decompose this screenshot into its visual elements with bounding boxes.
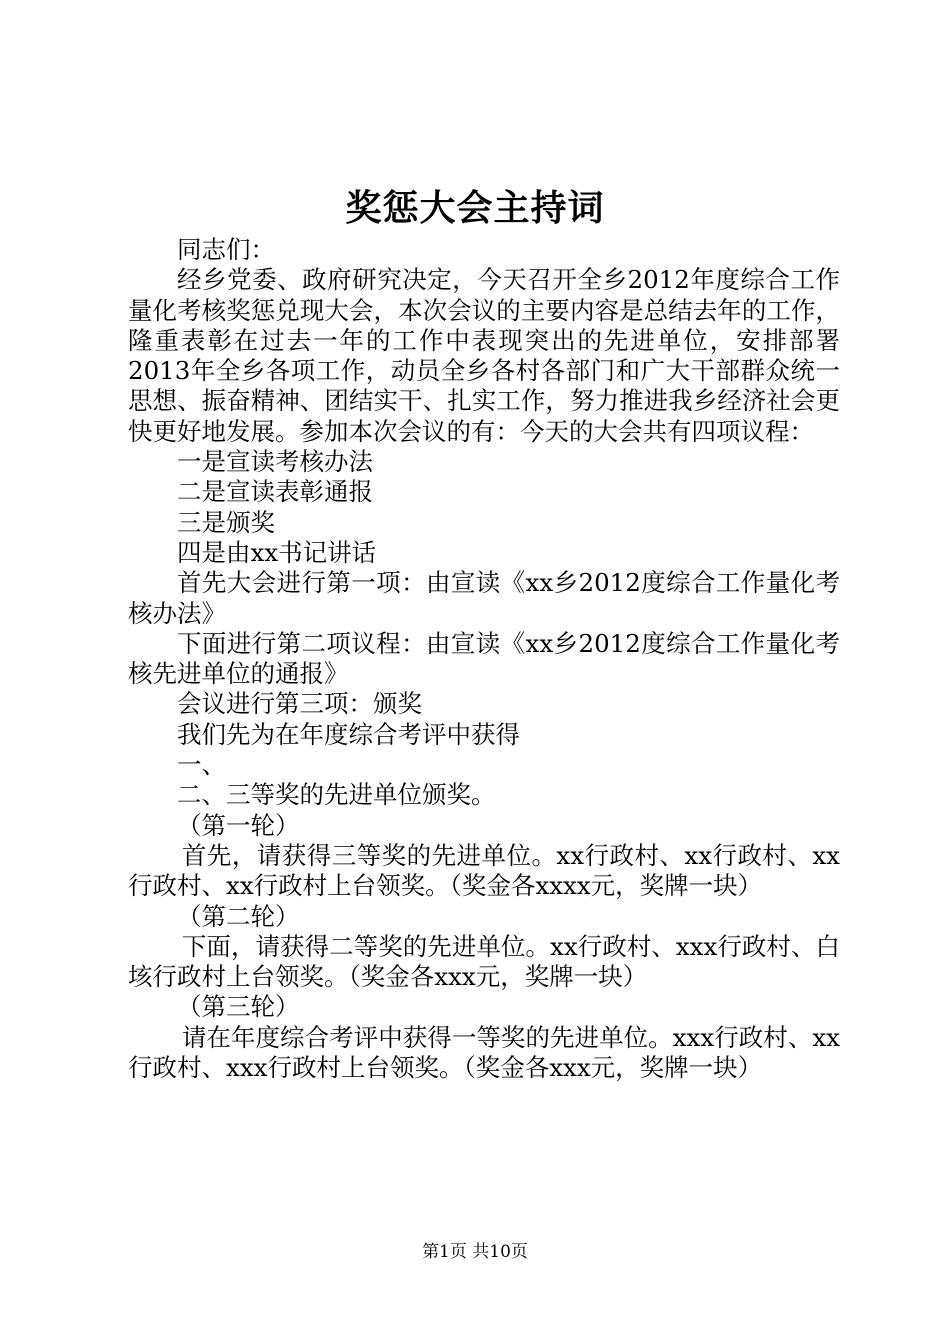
document-body (128, 235, 840, 1083)
document-title: 奖惩大会主持词 (345, 187, 605, 229)
paragraph-second-item: 下面进行第二项议程：由宣读《xx乡2012度综合工作量化考核先进单位的通报》 (128, 628, 840, 689)
paragraph-first-item: 首先大会进行第一项：由宣读《xx乡2012度综合工作量化考核办法》 (128, 568, 840, 628)
round-2-heading: （第二轮） (177, 901, 300, 931)
agenda-item-3: 三是颁奖 (177, 507, 275, 537)
round-2-text: 下面，请获得二等奖的先进单位。xx行政村、xxx行政村、白垓行政村上台领奖。（奖金各xxx元，奖牌一块） (128, 931, 840, 992)
paragraph-award-levels: 二、三等奖的先进单位颁奖。 (177, 780, 496, 810)
agenda-item-2: 二是宣读表彰通报 (177, 477, 373, 507)
paragraph-award-intro: 我们先为在年度综合考评中获得 (177, 719, 520, 749)
paragraph-numeral-one: 一、 (177, 750, 226, 780)
page-footer: 第1页 共10页 (422, 1242, 528, 1262)
round-1-heading: （第一轮） (177, 810, 300, 840)
agenda-item-1: 一是宣读考核办法 (177, 447, 373, 477)
agenda-item-4: 四是由xx书记讲话 (177, 537, 377, 567)
paragraph-greeting: 同志们： (177, 235, 275, 264)
paragraph-intro: 经乡党委、政府研究决定，今天召开全乡2012年度综合工作量化考核奖惩兑现大会，本次会议的主要内容是总结去年的工作，隆重表彰在过去一年的工作中表现突出的先进单位，安排部署2013年全乡各项工作，动员全乡各村各部门和广大干部群众统一思想、振奋精神、团结实干、扎实工作，努力推进我乡经济社会更快更好地发展。参加本次会议的有：今天的大会共有四项议程： (128, 265, 840, 446)
paragraph-third-item: 会议进行第三项：颁奖 (177, 689, 422, 719)
round-3-heading: （第三轮） (177, 992, 300, 1022)
round-3-text: 请在年度综合考评中获得一等奖的先进单位。xxx行政村、xx行政村、xxx行政村上台领奖。（奖金各xxx元，奖牌一块） (128, 1022, 840, 1083)
round-1-text: 首先，请获得三等奖的先进单位。xx行政村、xx行政村、xx行政村、xx行政村上台领奖。（奖金各xxxx元，奖牌一块） (128, 840, 840, 901)
